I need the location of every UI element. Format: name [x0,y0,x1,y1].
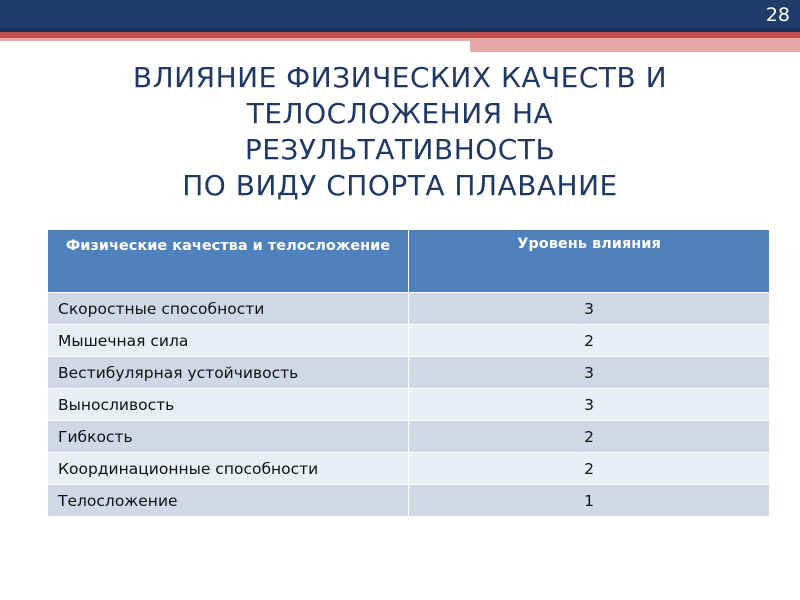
table-row [48,389,770,421]
quality-cell: Мышечная сила [48,325,409,357]
title-line: ВЛИЯНИЕ ФИЗИЧЕСКИХ КАЧЕСТВ И [132,61,668,94]
table-row [48,421,770,453]
level-cell: 2 [409,421,770,453]
quality-cell: Координационные способности [48,453,409,485]
title-line: ТЕЛОСЛОЖЕНИЯ НА [246,97,554,130]
level-cell: 2 [409,453,770,485]
level-cell: 2 [409,325,770,357]
level-cell: 1 [409,485,770,517]
quality-cell: Скоростные способности [48,293,409,325]
table-row [48,485,770,517]
quality-cell: Телосложение [48,485,409,517]
table-header-row [48,230,770,293]
quality-cell: Гибкость [48,421,409,453]
column-header-quality: Физические качества и телосложение [48,230,409,293]
accent-stripe-pink-thin [0,38,470,41]
slide-title [60,60,740,204]
column-header-level: Уровень влияния [409,230,770,293]
table-row [48,325,770,357]
title-line: ПО ВИДУ СПОРТА ПЛАВАНИЕ [182,169,618,202]
level-cell: 3 [409,357,770,389]
quality-cell: Вестибулярная устойчивость [48,357,409,389]
level-cell: 3 [409,389,770,421]
quality-cell: Выносливость [48,389,409,421]
slide-number: 28 [765,4,790,26]
title-line: РЕЗУЛЬТАТИВНОСТЬ [244,133,556,166]
level-cell: 3 [409,293,770,325]
table-row [48,453,770,485]
accent-stripe-pink [470,38,800,52]
table-row [48,357,770,389]
influence-table [48,230,770,516]
table-row [48,293,770,325]
